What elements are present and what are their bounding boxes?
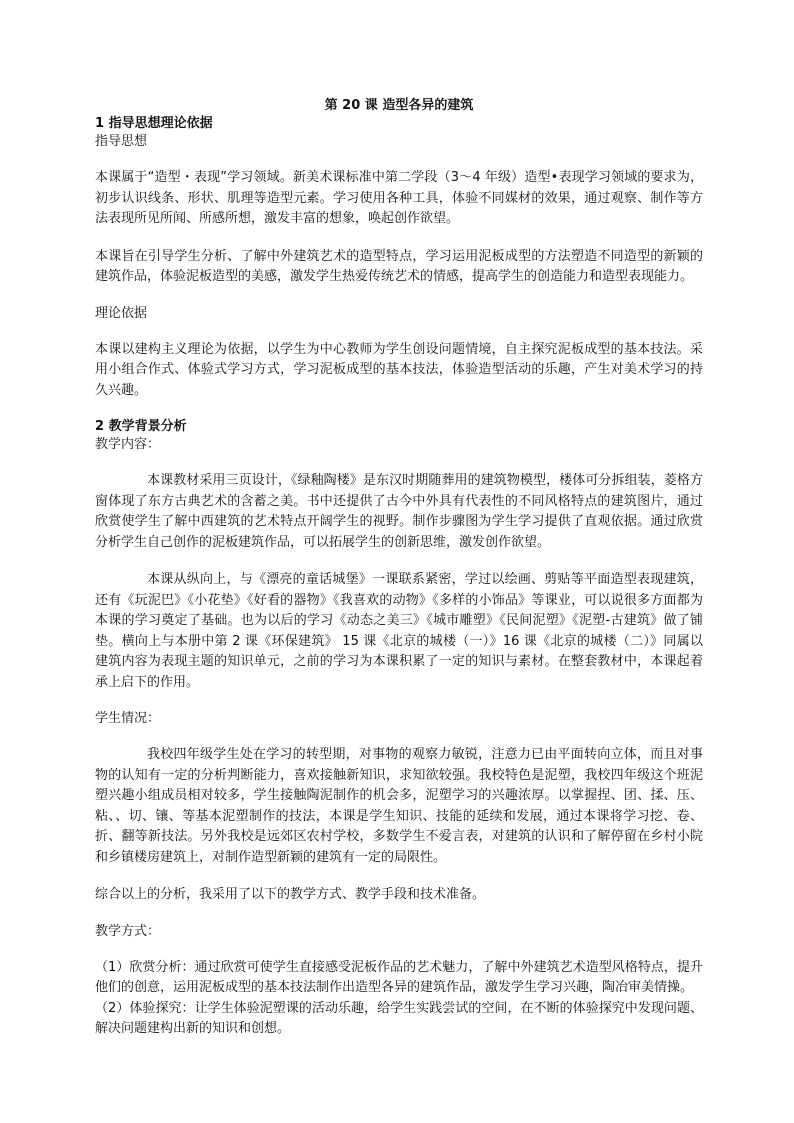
paragraph-students: 我校四年级学生处在学习的转型期，对事物的观察力敏锐，注意力已由平面转向立体，而且对事物的认知有一定的分析判断能力，喜欢接触新知识，求知欲较强。我校特色是泥塑，我校四年级这个班泥塑兴趣小组成员相对较多，学生接触陶泥制作的机会多，泥塑学习的兴趣浓厚。以掌握捏、团、揉、压、粘、、切、镶、等基本泥塑制作的技法，本课是学生知识、技能的延续和发展，通过本课将学习挖、卷、折、翻等新技法。另外我校是远郊区农村学校，多数学生不爱言表，对建筑的认识和了解停留在乡村小院和乡镇楼房建筑上，对制作造型新颖的建筑有一定的局限性。 bbox=[95, 747, 703, 865]
subheading-guiding-thought: 指导思想 bbox=[95, 134, 148, 149]
paragraph-aim: 本课旨在引导学生分析、了解中外建筑艺术的造型特点，学习运用泥板成型的方法塑造不同造型的新颖的建筑作品，体验泥板造型的美感，激发学生热爱传统艺术的情感，提高学生的创造能力和造型表现能力。 bbox=[95, 248, 703, 284]
document-page bbox=[95, 97, 703, 1040]
paragraph-textbook: 本课教材采用三页设计，《绿釉陶楼》是东汉时期随葬用的建筑物模型，楼体可分拆组装，菱格方窗体现了东方古典艺术的含蓄之美。书中还提供了古今中外具有代表性的不同风格特点的建筑图片，通过欣赏使学生了解中西建筑的艺术特点开阔学生的视野。制作步骤图为学生学习提供了直观依据。通过欣赏分析学生自己创作的泥板建筑作品，可以拓展学生的创新思维，激发创作欲望。 bbox=[95, 473, 703, 550]
methods-list bbox=[95, 958, 703, 1040]
paragraph-summary: 综合以上的分析，我采用了以下的教学方式、教学手段和技术准备。 bbox=[95, 887, 486, 902]
list-item-experience: （2）体验探究：让学生体验泥塑课的活动乐趣，给学生实践尝试的空间，在不断的体验探究中发现问题、解决问题建构出新的知识和创想。 bbox=[95, 1000, 703, 1036]
list-item-appreciation: （1）欣赏分析：通过欣赏可使学生直接感受泥板作品的艺术魅力，了解中外建筑艺术造型风格特点，提升他们的创意，运用泥板成型的基本技法制作出造型各异的建筑作品，激发学生学习兴趣，陶冶审美情操。 bbox=[95, 959, 703, 995]
paragraph-connections: 本课从纵向上，与《漂亮的童话城堡》一课联系紧密，学过以绘画、剪贴等平面造型表现建筑，还有《玩泥巴》《小花垫》《好看的器物》《我喜欢的动物》《多样的小饰品》等课业，可以说很多方面都为本课的学习奠定了基础。也为以后的学习《动态之美三》《城市雕塑》《民间泥塑》《泥塑-古建筑》做了铺垫。横向上与本册中第 2 课《环保建筑》 15 课《北京的城楼（一）》16 课《北京的城楼（二）》同属以建筑内容为表现主题的知识单元，之前的学习为本课积累了一定的知识与素材。在整套教材中，本课起着承上启下的作用。 bbox=[95, 572, 703, 690]
subheading-theory-basis: 理论依据 bbox=[95, 305, 148, 321]
label-teaching-methods: 教学方式： bbox=[95, 923, 161, 939]
paragraph-theory: 本课以建构主义理论为依据，以学生为中心教师为学生创设问题情境，自主探究泥板成型的基本技法。采用小组合作式、体验式学习方式，学习泥板成型的基本技法，体验造型活动的乐趣，产生对美术学习的持久兴趣。 bbox=[95, 341, 703, 398]
paragraph-curriculum: 本课属于“造型・表现”学习领域。新美术课标准中第二学段（3～4 年级）造型•表现学习领域的要求为，初步认识线条、形状、肌理等造型元素。学习使用各种工具，体验不同媒材的效果，通过观察、制作等方法表现所见所闻、所感所想，激发丰富的想象，唤起创作欲望。 bbox=[95, 170, 703, 226]
section-heading-2: 2 教学背景分析 bbox=[95, 419, 187, 434]
section-heading-1: 1 指导思想理论依据 bbox=[95, 116, 213, 131]
label-student-situation: 学生情况： bbox=[95, 711, 161, 726]
label-teaching-content: 教学内容： bbox=[95, 437, 161, 452]
document-title: 第 20 课 造型各异的建筑 bbox=[324, 98, 474, 113]
